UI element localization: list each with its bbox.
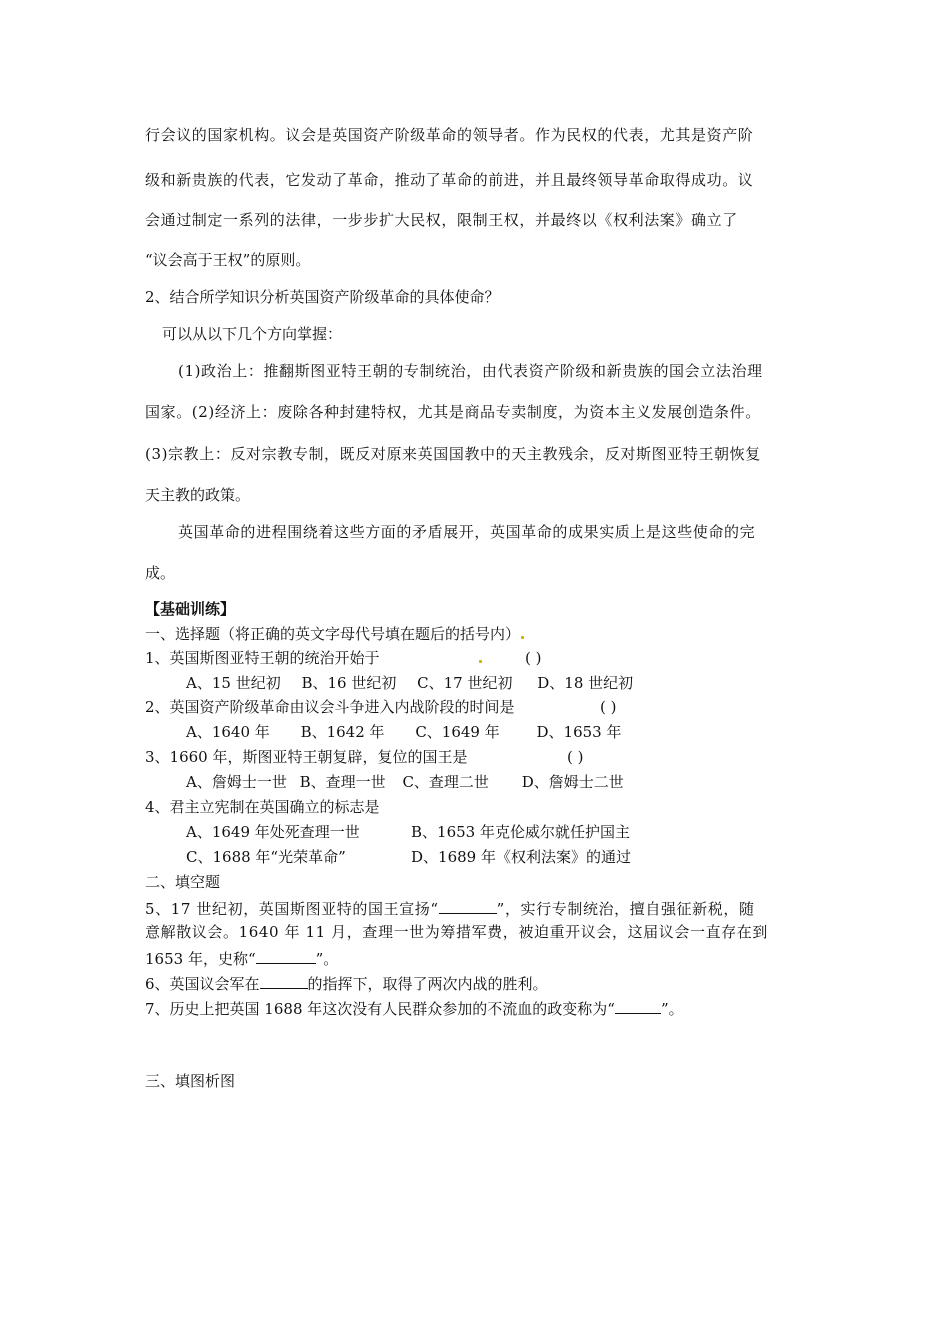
question-5-line	[145, 897, 755, 919]
question-text: ”，实行专制统治，擅自强征新税，随	[496, 900, 755, 918]
question-3: 3、1660 年，斯图亚特王朝复辟，复位的国王是	[145, 748, 468, 766]
question-7	[145, 997, 684, 1019]
answer-parentheses: ( )	[600, 698, 617, 716]
option: D、1689 年《权利法案》的通过	[411, 848, 631, 866]
option: C、1649 年	[415, 723, 500, 741]
option: C、查理二世	[402, 773, 489, 791]
option: B、16 世纪初	[301, 674, 397, 692]
mark-dot	[479, 660, 482, 663]
answer-blank[interactable]	[615, 997, 661, 1014]
option: B、1653 年克伦威尔就任护国主	[411, 823, 630, 841]
paragraph-line: 会通过制定一系列的法律，一步步扩大民权，限制王权，并最终以《权利法案》确立了	[145, 211, 738, 229]
paragraph-line: (1)政治上：推翻斯图亚特王朝的专制统治，由代表资产阶级和新贵族的国会立法治理	[178, 362, 763, 380]
question-5-line	[145, 947, 338, 969]
question-text: 6、英国议会军在	[145, 975, 260, 993]
question-4: 4、君主立宪制在英国确立的标志是	[145, 798, 380, 816]
option: A、1649 年处死查理一世	[186, 823, 360, 841]
answer-blank[interactable]	[439, 897, 497, 914]
paragraph-line: 级和新贵族的代表，它发动了革命，推动了革命的前进，并且最终领导革命取得成功。议	[145, 171, 754, 189]
practice-heading: 【基础训练】	[145, 600, 236, 618]
options-row	[186, 673, 633, 693]
paragraph-line: 行会议的国家机构。议会是英国资产阶级革命的领导者。作为民权的代表，尤其是资产阶	[145, 126, 754, 144]
question-heading: 2、结合所学知识分析英国资产阶级革命的具体使命？	[145, 288, 500, 306]
option: D、詹姆士二世	[521, 773, 624, 791]
question-5-line: 意解散议会。1640 年 11 月，查理一世为筹措军费，被迫重开议会，这届议会一直存在到	[145, 923, 768, 941]
option: D、1653 年	[536, 723, 622, 741]
paragraph-line: 国家。(2)经济上：废除各种封建特权，尤其是商品专卖制度，为资本主义发展创造条件。	[145, 403, 761, 421]
option: B、查理一世	[299, 773, 386, 791]
option: D、18 世纪初	[537, 674, 634, 692]
section-title-map: 三、填图析图	[145, 1072, 236, 1090]
question-text: 的指挥下，取得了两次内战的胜利。	[307, 975, 548, 993]
paragraph-line: 英国革命的进程围绕着这些方面的矛盾展开，英国革命的成果实质上是这些使命的完	[178, 523, 756, 541]
section-title-fill: 二、填空题	[145, 873, 221, 891]
option: C、17 世纪初	[417, 674, 513, 692]
question-6	[145, 972, 548, 994]
mark-dot	[521, 636, 524, 639]
option: A、詹姆士一世	[186, 773, 287, 791]
option: A、15 世纪初	[186, 674, 281, 692]
option: A、1640 年	[186, 723, 270, 741]
question-text: ”。	[660, 1000, 684, 1018]
paragraph-line: 天主教的政策。	[145, 486, 251, 504]
answer-parentheses: ( )	[525, 649, 542, 667]
question-text: 5、17 世纪初，英国斯图亚特的国王宣扬“	[145, 900, 439, 918]
section-title-text: 一、选择题（将正确的英文字母代号填在题后的括号内）	[145, 625, 521, 643]
answer-parentheses: ( )	[567, 748, 584, 766]
question-text: ”。	[315, 950, 339, 968]
option: B、1642 年	[300, 723, 385, 741]
options-row	[186, 772, 624, 792]
mark-dot-container	[478, 648, 483, 668]
question-1: 1、英国斯图亚特王朝的统治开始于	[145, 649, 380, 667]
paragraph-line: “议会高于王权”的原则。	[145, 251, 311, 269]
paragraph-line: (3)宗教上：反对宗教专制，既反对原来英国国教中的天主教残余，反对斯图亚特王朝恢复	[145, 445, 761, 463]
answer-blank[interactable]	[256, 947, 316, 964]
question-text: 1653 年，史称“	[145, 950, 256, 968]
answer-blank[interactable]	[260, 972, 308, 989]
question-2: 2、英国资产阶级革命由议会斗争进入内战阶段的时间是	[145, 698, 515, 716]
option: C、1688 年“光荣革命”	[186, 848, 346, 866]
question-hint: 可以从以下几个方向掌握：	[162, 325, 343, 343]
paragraph-line: 成。	[145, 564, 176, 582]
options-row	[186, 722, 621, 742]
section-title-choice	[145, 624, 525, 644]
question-text: 7、历史上把英国 1688 年这次没有人民群众参加的不流血的政变称为“	[145, 1000, 615, 1018]
